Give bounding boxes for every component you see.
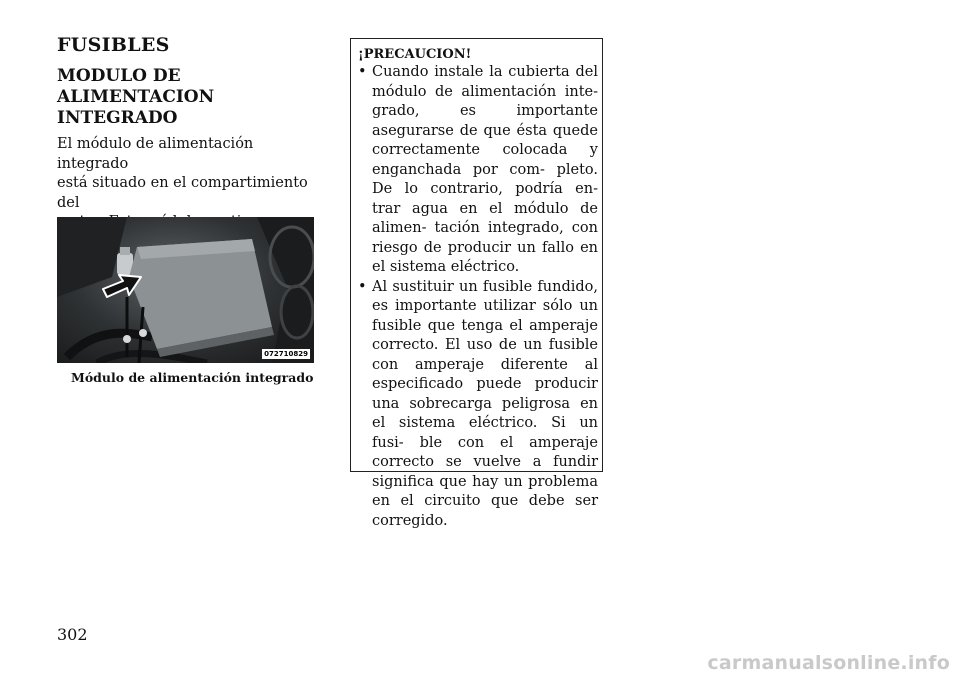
warning-box — [350, 38, 603, 529]
subsection-title-line: INTEGRADO — [57, 108, 178, 128]
warning-line: que tenga el amperaje correcto. El — [372, 317, 598, 353]
warning-line: debe ser corregido. — [372, 493, 599, 529]
subsection-title-line: ALIMENTACION — [57, 87, 215, 107]
warning-line: Al sustituir un fusible fundido, es — [372, 278, 598, 314]
warning-line: de que ésta quede correctamente — [372, 122, 599, 158]
warning-line: diferente al especificado puede — [372, 356, 598, 392]
page-number: 302 — [57, 625, 88, 644]
intro-line: está situado en el compartimiento del — [57, 175, 308, 211]
warning-item — [358, 63, 598, 278]
figure-caption: Módulo de alimentación integrado — [71, 370, 314, 385]
warning-item — [358, 278, 598, 532]
warning-line: pleto. De lo contrario, podría en- — [372, 161, 598, 197]
warning-line: eléctrico. — [450, 259, 520, 275]
warning-line: tación integrado, con riesgo de — [372, 220, 598, 256]
subsection-title — [57, 66, 319, 129]
warning-line: Cuando instale la cubierta del — [372, 64, 598, 80]
warning-line: ble con el amperaje correcto se — [372, 434, 598, 470]
warning-line: producir una sobrecarga peligrosa — [372, 376, 598, 412]
arrow-icon — [103, 275, 141, 297]
subsection-title-line: MODULO DE — [57, 66, 181, 86]
section-title: FUSIBLES — [57, 34, 170, 56]
warning-line: importante utilizar sólo un fusible — [372, 298, 599, 334]
warning-line: módulo de alimentación inte- — [372, 83, 598, 100]
warning-line: vuelve a fundir significa que hay — [372, 454, 598, 490]
warning-line: producir un fallo en el sistema — [372, 239, 599, 275]
warning-line: un problema en el circuito que — [372, 473, 599, 509]
warning-line: grado, es importante asegurarse — [372, 103, 598, 139]
intro-line: El módulo de alimentación integrado — [57, 136, 254, 172]
warning-line: en el sistema eléctrico. Si un fusi- — [372, 395, 598, 451]
warning-line: colocada y enganchada por com- — [372, 142, 598, 178]
warning-line: uso de un fusible con amperaje — [372, 337, 598, 373]
warning-title: ¡PRECAUCION! — [358, 47, 472, 62]
bullet-icon: • — [358, 278, 367, 295]
warning-list — [358, 63, 598, 531]
bullet-icon: • — [358, 64, 367, 80]
image-code: 072710829 — [264, 350, 308, 358]
warning-line: trar agua en el módulo de alimen- — [372, 200, 598, 236]
watermark: carmanualsonline.info — [707, 652, 950, 674]
power-module-photo — [57, 217, 314, 363]
